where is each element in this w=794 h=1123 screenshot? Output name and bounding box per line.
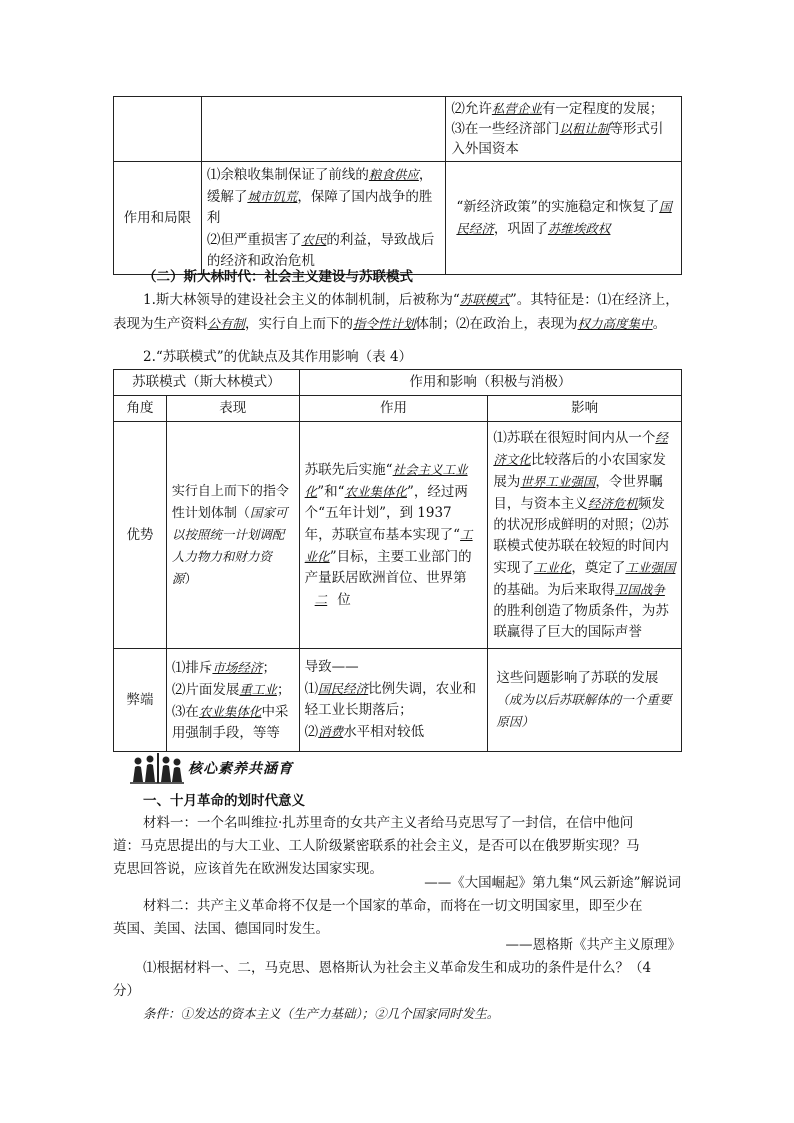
cell-text: 这些问题影响了苏联的发展 [496, 669, 659, 686]
cell-text: ⑶在 [171, 703, 199, 720]
cell-text: ⑵ [304, 724, 319, 740]
row-label: 弊端 [114, 649, 167, 752]
text: ”。其特征是：⑴在经 [509, 292, 639, 308]
cell-text: ⑵但严重损害了 [206, 232, 302, 248]
paragraph: 2.“苏联模式”的优缺点及其作用影响（表 4） [143, 349, 413, 365]
table-header: 苏联模式（斯大林模式） [114, 370, 300, 396]
handwritten-answer: 工业强国 [625, 560, 676, 575]
handwritten-answer: 市场经济 [212, 659, 263, 675]
table-row [114, 370, 682, 396]
row-label: 优势 [114, 422, 167, 649]
handwritten-answer: 农民 [301, 232, 327, 247]
handwritten-answer: 国家可以按照统一计划调配人力物力和财力资源 [171, 504, 288, 586]
cell-text: 苏联先后实施“ [304, 462, 393, 478]
material-text: 英国、美国、法国、德国同时发生。 [113, 921, 329, 937]
source-citation: ——《大国崛起》第九集“风云新途”解说词 [424, 875, 681, 891]
handwritten-answer: 工业化 [304, 527, 473, 564]
handwritten-answer: 指令性计划 [353, 316, 416, 331]
handwritten-answer: 重工业 [239, 681, 277, 697]
handwritten-answer: 农业集体化 [344, 484, 408, 499]
cell-text: 频发的状况形成鲜明的对照；⑵苏联模式使苏联在较短的时间内实现了 [493, 496, 669, 576]
cell-text: ⑴苏联在很短时间内从一个 [493, 430, 656, 446]
handwritten-answer: 城市饥荒 [247, 189, 298, 204]
text: ，实行自上而下的 [245, 316, 354, 332]
handwritten-answer: 私营企业 [491, 101, 542, 116]
cell-text: 位 [337, 592, 351, 608]
cell-text: ，巩固了 [493, 221, 548, 237]
question-text: 分） [113, 983, 140, 999]
handwritten-answer: （成为以后苏联解体的一个重要原因） [496, 691, 672, 729]
cell-text: ⑴排斥 [171, 659, 213, 676]
cell-text: ⑴余粮收集制保证了前线的 [206, 167, 369, 183]
table-cell [299, 422, 488, 649]
table-cell [166, 422, 299, 649]
core-literacy-badge [130, 752, 310, 786]
cell-text: ，保障了国内战争的胜利 [206, 189, 433, 226]
cell-text: 水平相对较低 [343, 724, 425, 740]
cell-text: 比较落后的小农国家发展为 [493, 452, 666, 490]
cell-text: ⑶在一些经济部门 [451, 121, 560, 137]
handwritten-answer: 以租让制 [559, 121, 610, 136]
handwritten-answer: 世界工业强国 [520, 474, 596, 489]
question-text: ⑴根据材料一、二，马克思、恩格斯认为社会主义革命发生和成功的条件是什么？（4 [143, 960, 652, 976]
cell-text: ”目标，主要工业部门的产量跃居欧洲首位、世界第 [304, 549, 472, 586]
material-text: 材料一：一个名叫维拉·扎苏里奇的女共产主义者给马克思写了一封信，在信中他问 [143, 815, 634, 831]
text: 济上，表现为生产资料 [113, 292, 679, 332]
table-cell [114, 97, 202, 162]
table-cell [299, 649, 488, 752]
handwritten-answer: 粮食供应 [368, 167, 419, 182]
table-row [114, 649, 682, 752]
table-cell [201, 162, 446, 275]
soviet-model-table [113, 369, 682, 752]
cell-text: 的基础。为后来取得 [493, 582, 615, 598]
material-text: 道：马克思提出的与大工业、工人阶级紧密联系的社会主义，是否可以在俄罗斯实现？马 [113, 838, 640, 854]
handwritten-answer: 国民经济 [456, 199, 672, 236]
table-cell [488, 422, 682, 649]
table-cell [488, 649, 682, 752]
handwritten-answer: 消费 [318, 724, 344, 739]
cell-text: 有一定程度的发展； [541, 101, 664, 117]
handwritten-answer: 公有制 [207, 316, 246, 331]
handwritten-answer: 卫国战争 [614, 582, 665, 597]
table-header: 作用和影响（积极与消极） [299, 370, 681, 396]
cell-text: 导致—— [304, 659, 359, 675]
handwritten-answer: 条件：①发达的资本主义（生产力基础）；②几个国家同时发生。 [143, 1006, 500, 1021]
handwritten-answer: 经济文化 [493, 430, 668, 467]
table-cell [446, 97, 682, 162]
cell-text: “新经济政策”的实施稳定和恢复了 [456, 199, 660, 215]
cell-text: ） [184, 571, 198, 587]
people-icon [130, 752, 184, 784]
handwritten-answer: 力高度集中 [590, 316, 653, 331]
cell-text: ⑵片面发展 [171, 681, 240, 698]
handwritten-answer: 国民经济 [318, 681, 369, 696]
section-heading: 一、十月革命的划时代意义 [143, 793, 305, 809]
cell-text: ，缓解了 [206, 167, 433, 205]
handwritten-answer: 社会主义工业化 [304, 462, 468, 499]
cell-text: ； [262, 659, 276, 676]
cell-text: 的胜利创造了物质条件，为苏联赢得了巨大的国际声誉 [493, 603, 669, 640]
cell-text: 比例失调，农业和轻工业长期落后； [304, 681, 477, 718]
table-subheader: 作用 [299, 396, 488, 422]
handwritten-answer: 苏联模式 [459, 292, 510, 307]
text: 。 [652, 316, 667, 332]
table-subheader: 角度 [114, 396, 167, 422]
cell-text: ，令世界瞩目，与资本主义 [493, 474, 663, 512]
cell-text: ⑴ [304, 681, 319, 697]
policy-table [113, 96, 682, 275]
cell-text: ； [276, 681, 291, 698]
table-cell [446, 162, 682, 275]
cell-text: ”，经过两个“五年计划”，到 1937 年，苏联宣布基本实现了“ [304, 484, 468, 543]
cell-text: 的利益，导致战后的经济和政治危机 [206, 232, 435, 269]
cell-text: 等形式引入外国资本 [451, 121, 664, 157]
row-label: 作用和局限 [114, 162, 202, 275]
handwritten-answer: 工业化 [533, 560, 572, 575]
source-citation: ——恩格斯《共产主义原理》 [505, 937, 681, 953]
table-subheader: 表现 [166, 396, 299, 422]
cell-text: ”和“ [317, 484, 345, 500]
handwritten-answer: 农业集体化 [198, 703, 262, 719]
handwritten-answer: 权 [577, 316, 591, 331]
badge-label: 核心素养共涵育 [188, 761, 293, 777]
handwritten-answer: 经济危机 [587, 496, 638, 511]
table-row [114, 97, 682, 162]
table-row [114, 422, 682, 649]
table-cell [201, 97, 446, 162]
handwritten-answer: 苏维埃政权 [547, 221, 611, 236]
paragraph [113, 288, 685, 336]
table-row [114, 162, 682, 275]
cell-text: ⑵允许 [451, 101, 492, 117]
material-text: 材料二：共产主义革命将不仅是一个国家的革命，而将在一切文明国家里，即至少在 [143, 898, 643, 914]
cell-text: 实行自上而下的指令性计划体制（ [171, 483, 289, 521]
text: 1.斯大林领导的建设社会主义的体制机制，后被称为“ [143, 292, 460, 308]
section-heading: （二）斯大林时代：社会主义建设与苏联模式 [143, 269, 413, 285]
table-subheader: 影响 [488, 396, 682, 422]
cell-text: ，奠定了 [571, 560, 626, 576]
text: 体制；⑵在政治上，表现为 [415, 316, 578, 332]
handwritten-answer: 二 [314, 592, 328, 607]
table-cell [166, 649, 299, 752]
material-text: 克思回答说，应该首先在欧洲发达国家实现。 [113, 861, 383, 877]
table-row [114, 396, 682, 422]
cell-text: 中采用强制手段，等等 [171, 703, 289, 741]
